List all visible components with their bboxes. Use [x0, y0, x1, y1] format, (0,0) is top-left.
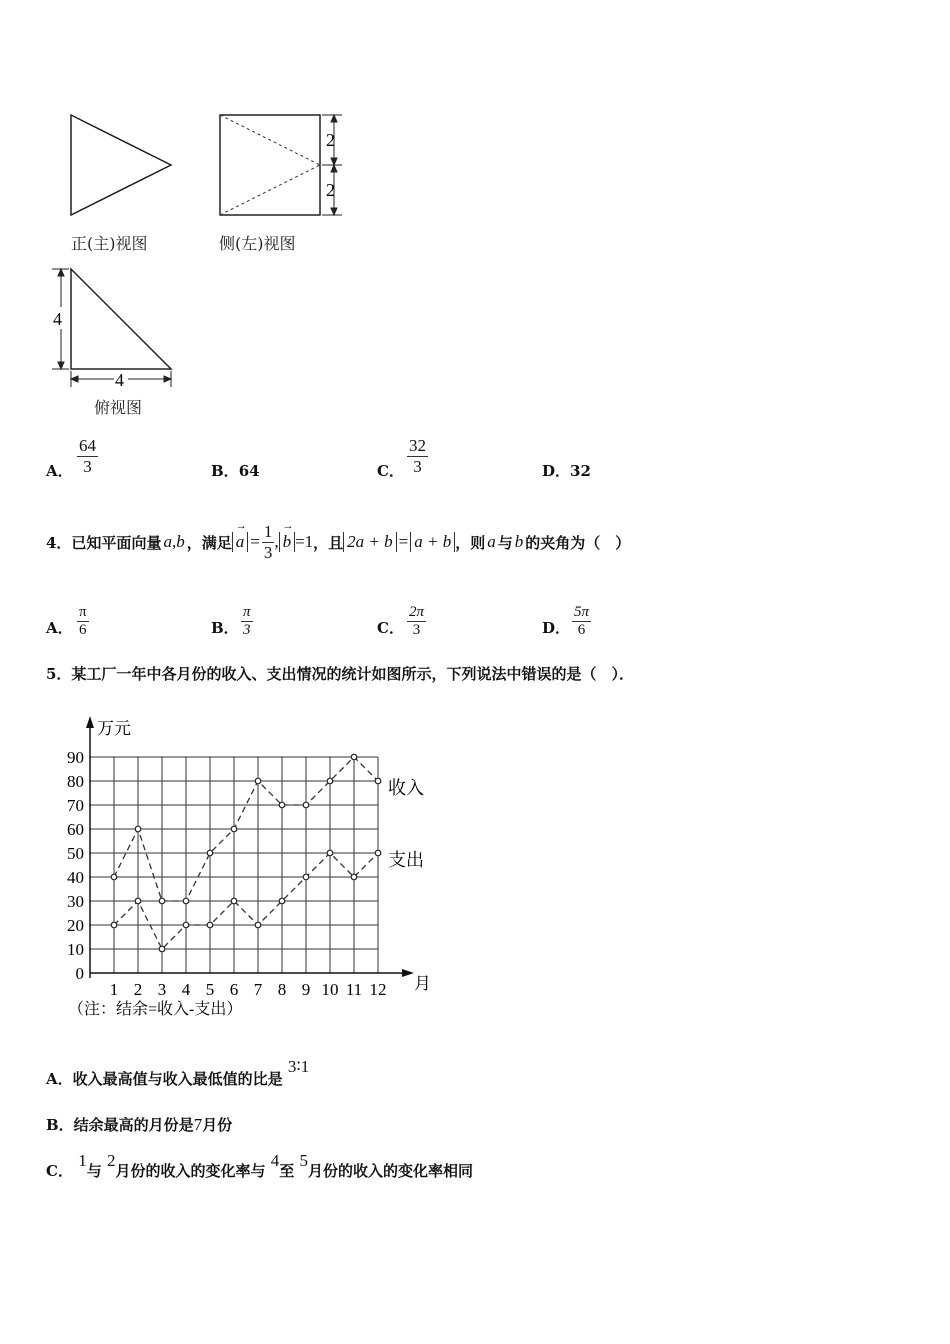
x-tick-label: 9 — [301, 980, 311, 999]
vector-arrow-icon: → — [282, 520, 294, 532]
y-tick-label: 70 — [67, 796, 84, 815]
q4-fraction — [262, 522, 275, 562]
q4-option-c-label: C． — [377, 619, 404, 637]
q3-option-c-label: C． — [377, 462, 404, 480]
q4-condition-1 — [232, 522, 313, 562]
y-axis-label: 万元 — [97, 719, 131, 738]
q3-option-a-label: A． — [46, 462, 73, 480]
q4-option-a-label: A． — [46, 619, 73, 637]
option-text: A．收入最高值与收入最低值的比是 — [46, 1070, 283, 1088]
abs-2a-plus-b: 2a + b — [343, 532, 396, 552]
q4-prefix: 4．已知平面向量 — [46, 533, 162, 552]
y-axis-arrow-icon — [86, 716, 94, 728]
option-text: 月份的收入的变化率与 — [115, 1162, 266, 1180]
q4-mid3: ，则 — [455, 533, 486, 552]
fraction-denominator: 3 — [243, 622, 251, 639]
fraction-numerator: 64 — [79, 436, 96, 455]
option-math: 5 — [299, 1151, 308, 1170]
x-tick-label: 4 — [181, 980, 191, 999]
q4-mid2: ，且 — [313, 533, 344, 552]
side-view-hidden-edge-upper — [220, 115, 320, 165]
x-tick-label: 3 — [157, 980, 167, 999]
y-tick-label: 60 — [67, 820, 84, 839]
q4-option-c-fraction — [407, 604, 426, 640]
chart-axes — [86, 716, 414, 978]
top-dim-horizontal-label: 4 — [115, 370, 124, 390]
fraction-numerator: 32 — [409, 436, 426, 455]
x-tick-label: 11 — [345, 980, 363, 999]
option-text: 与 — [86, 1162, 102, 1180]
vector-arrow-icon: → — [235, 520, 247, 532]
data-point — [303, 874, 309, 880]
x-tick-label: 8 — [277, 980, 287, 999]
data-point — [207, 922, 213, 928]
option-value: 32 — [570, 462, 591, 480]
side-view-hidden-edge-lower — [220, 165, 320, 215]
option-label: D． — [542, 462, 571, 480]
q4-var-a: a — [487, 532, 496, 551]
q4-option-a-fraction — [77, 604, 89, 640]
data-point — [183, 898, 189, 904]
q4-stem — [46, 512, 630, 572]
q4-mid1: ，满足 — [186, 533, 232, 552]
fraction-denominator: 3 — [263, 542, 273, 562]
data-point — [327, 778, 333, 784]
side-dim-upper-label: 2 — [326, 130, 335, 150]
x-tick-label: 1 — [109, 980, 119, 999]
q4-suffix: 的夹角为（ ） — [525, 533, 631, 552]
data-point — [207, 850, 213, 856]
data-point — [111, 874, 117, 880]
option-math: 1 — [78, 1151, 87, 1170]
top-dim-vertical-label: 4 — [53, 309, 62, 329]
data-point — [375, 778, 381, 784]
chart-note: （注：结余=收入-支出） — [68, 1001, 243, 1018]
y-tick-label: 50 — [67, 844, 84, 863]
q3-option-c-fraction — [407, 436, 428, 476]
fraction-numerator: 5π — [572, 604, 591, 622]
data-point — [255, 922, 261, 928]
data-point — [159, 898, 165, 904]
y-tick-label: 10 — [67, 940, 84, 959]
fraction-denominator: 3 — [412, 622, 421, 639]
x-axis-arrow-icon — [402, 969, 414, 977]
x-tick-label: 5 — [205, 980, 215, 999]
y-tick-label: 40 — [67, 868, 84, 887]
equals-sign: = — [250, 532, 260, 551]
y-tick-label: 20 — [67, 916, 84, 935]
data-point — [135, 826, 141, 832]
option-math: 4 — [270, 1151, 280, 1170]
x-tick-label: 2 — [133, 980, 143, 999]
q3-option-d — [542, 460, 591, 481]
x-tick-label: 6 — [229, 980, 239, 999]
data-point — [255, 778, 261, 784]
q4-option-d-label: D． — [542, 619, 571, 637]
x-tick-label: 10 — [321, 980, 339, 999]
data-point — [111, 922, 117, 928]
fraction-numerator: 1 — [263, 521, 273, 541]
data-point — [375, 850, 381, 856]
side-view-label: 侧(左)视图 — [219, 234, 296, 253]
q5-option-a — [46, 1057, 310, 1089]
option-value: 64 — [238, 462, 260, 480]
data-point — [303, 802, 309, 808]
data-point — [279, 898, 285, 904]
fraction-numerator: 2π — [407, 604, 426, 622]
equals-one: =1 — [295, 532, 314, 551]
option-text: 至 — [279, 1162, 295, 1180]
data-point — [279, 802, 285, 808]
x-tick-label: 7 — [253, 980, 263, 999]
vector-a-symbol: a — [235, 532, 245, 551]
top-view-label: 俯视图 — [94, 398, 143, 417]
fraction-numerator: π — [77, 604, 89, 622]
x-axis-label: 月 — [414, 974, 431, 993]
q4-var-b: b — [514, 532, 524, 551]
equals-sign: = — [398, 532, 409, 551]
chart-tick-labels — [67, 748, 387, 999]
q4-with: 与 — [497, 533, 513, 552]
data-point — [135, 898, 141, 904]
abs-vector-a — [232, 520, 249, 552]
data-point — [159, 946, 165, 952]
y-tick-label: 80 — [67, 772, 84, 791]
q3-option-a-fraction — [77, 436, 98, 476]
top-view-triangle — [71, 269, 171, 369]
q5-option-b — [46, 1114, 232, 1135]
option-text: B．结余最高的月份是 — [46, 1116, 194, 1134]
q4-condition-2 — [343, 532, 455, 552]
option-math: 7 — [193, 1115, 203, 1134]
q3-option-b — [211, 460, 260, 481]
option-math: 3∶1 — [287, 1057, 310, 1076]
option-label: C． — [46, 1162, 73, 1180]
fraction-denominator: 6 — [79, 622, 87, 639]
y-tick-label: 90 — [67, 748, 84, 767]
q4-option-b-label: B． — [211, 619, 239, 637]
fraction-numerator: π — [241, 604, 253, 622]
series-label: 支出 — [388, 850, 424, 870]
chart-grid — [90, 757, 378, 973]
data-point — [351, 874, 357, 880]
q4-option-b-fraction — [241, 604, 253, 640]
y-tick-label: 30 — [67, 892, 84, 911]
income-expense-chart — [40, 708, 460, 1028]
vector-b-symbol: b — [282, 532, 292, 551]
data-point — [231, 826, 237, 832]
data-point — [327, 850, 333, 856]
front-view-triangle — [71, 115, 171, 215]
q4-option-d-fraction — [572, 604, 591, 640]
q5-option-c — [46, 1151, 473, 1181]
data-point — [183, 922, 189, 928]
fraction-denominator: 6 — [577, 622, 586, 639]
abs-a-plus-b: a + b — [410, 532, 455, 552]
option-suffix: 月份 — [202, 1116, 233, 1134]
data-point — [351, 754, 357, 760]
option-math: 2 — [106, 1151, 116, 1170]
option-text: 月份的收入的变化率相同 — [307, 1162, 473, 1180]
series-label: 收入 — [388, 778, 424, 798]
comma: , — [274, 532, 279, 551]
data-point — [231, 898, 237, 904]
y-tick-label: 0 — [75, 964, 84, 983]
abs-vector-b — [279, 520, 296, 552]
option-label: B． — [211, 462, 239, 480]
fraction-denominator: 3 — [413, 456, 422, 476]
x-tick-label: 12 — [369, 980, 387, 999]
side-dim-lower-label: 2 — [326, 180, 335, 200]
q5-stem: 5．某工厂一年中各月份的收入、支出情况的统计如图所示，下列说法中错误的是（ ）． — [46, 665, 634, 683]
q4-vars: a,b — [163, 532, 185, 551]
side-view-square — [220, 115, 320, 215]
fraction-denominator: 3 — [83, 456, 92, 476]
front-view-label: 正(主)视图 — [71, 234, 148, 253]
